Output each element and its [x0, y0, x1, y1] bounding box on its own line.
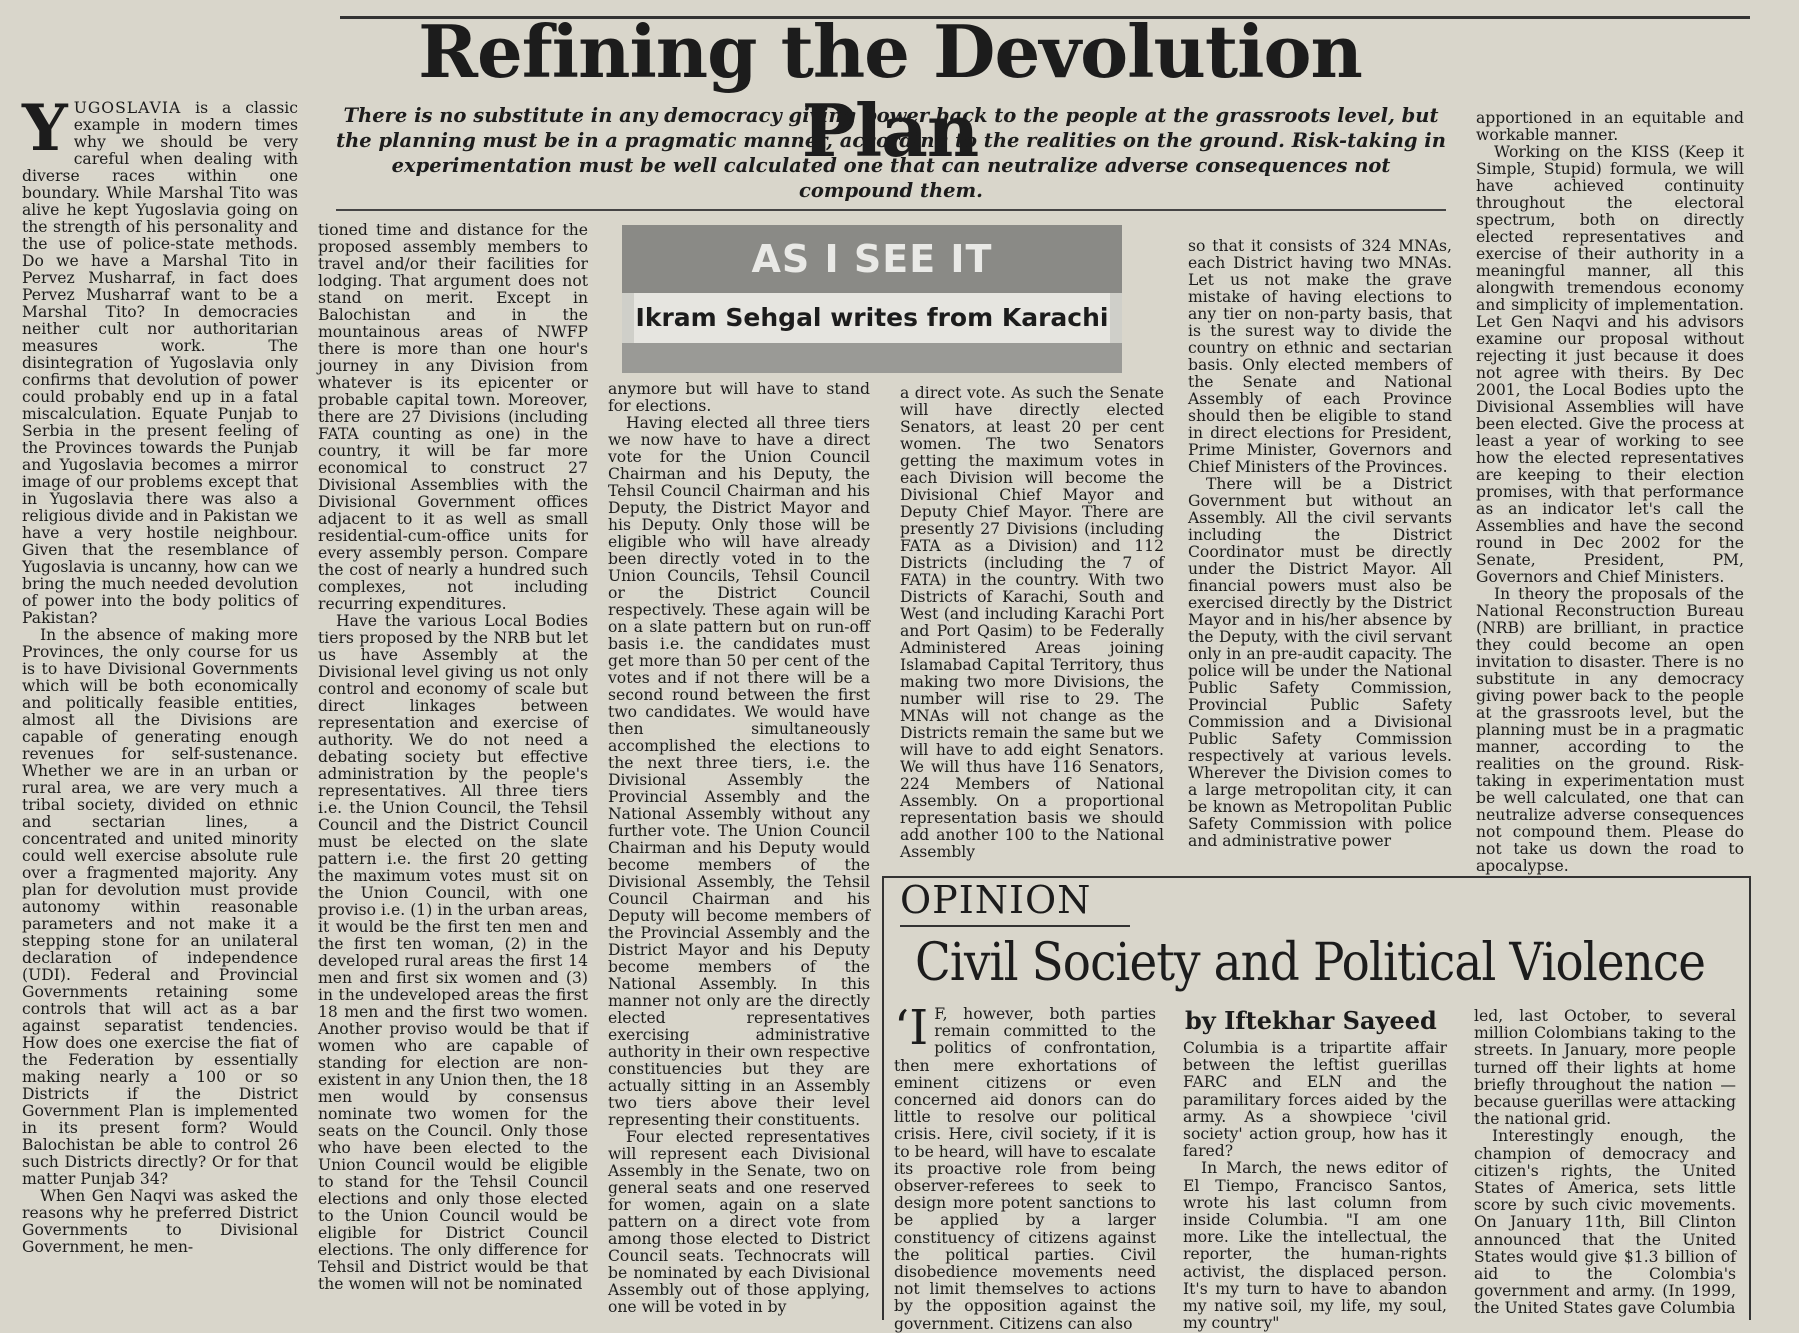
paragraph: apportioned in an equitable and workable manner. [1476, 109, 1744, 144]
article-column-4 [900, 385, 1164, 859]
opinion-label: OPINION [900, 878, 1092, 922]
opinion-rule [900, 925, 1130, 927]
article-column-2 [318, 222, 588, 1307]
opinion-column-3 [1474, 1007, 1736, 1318]
paragraph: a direct vote. As such the Senate will have directly elected Senators, at least 20 per cent women. The two Senators getting the maximum votes in each Division will become the Divisional Chief Mayor and Deputy Chief Mayor. There are presently 27 Divisions (including FATA as a Division) and 112 Districts (including the 7 of FATA) in the country. With two Districts of Karachi, South and West (and including Karachi Port and Port Qasim) to be Federally Administered Areas joining Islamabad Capital Territory, thus making two more Divisions, the number will rise to 29. The MNAs will not change as the Districts remain the same but we will have to add eight Senators. We will thus have 116 Senators, 224 Members of National Assembly. On a proportional representation basis we should add another 100 to the National Assembly [900, 384, 1164, 861]
paragraph: tioned time and distance for the proposed assembly members to travel and/or their facilities for lodging. That argument does not stand on merit. Except in Balochistan and in the mountainous areas of NWFP there is more than one hour's journey in any Division from whatever is its epicenter or probable capital town. Moreover, there are 27 Divisions (including FATA counting as one) in the country, it will be far more economical to construct 27 Divisional Assemblies with the Divisional Government offices adjacent to it as well as small residential-cum-office units for every assembly person. Compare the cost of nearly a hundred such complexes, not including recurring expenditures. [318, 221, 588, 613]
paragraph: When Gen Naqvi was asked the reasons why he preferred District Governments to Divisional Government, he men- [22, 1187, 298, 1256]
paragraph: Have the various Local Bodies tiers proposed by the NRB but let us have Assembly at the Divisional level giving us not only control and economy of scale but direct linkages between representation and exercise of authority. We do not need a debating society but effective administration by the people's representatives. All three tiers i.e. the Union Council, the Tehsil Council and the District Council must be elected on the slate pattern i.e. the first 20 getting the maximum votes must sit on the Union Council, with one proviso i.e. (1) in the urban areas, it would be the first ten men and the first ten woman, (2) in the developed rural areas the first 14 men and first six women and (3) in the undeveloped areas the first 18 men and the first two women. Another proviso would be that if women who are capable of standing for election are non-existent in any Union then, the 18 men would by consensus nominate two women for the seats on the Council. Only those who have been elected to the Union Council would be eligible to stand for the Tehsil Council elections and only those elected to the Union Council would be eligible for District Council elections. The only difference for Tehsil and District would be that the women will not be nominated [318, 612, 588, 1293]
paragraph: Working on the KISS (Keep it Simple, Stupid) formula, we will have achieved continuity throughout the electoral spectrum, both on directly elected representatives and exercise of their authority in a meaningful manner, all this alongwith tremendous economy and simplicity of implementation. Let Gen Naqvi and his advisors examine our proposal without rejecting it just because it does not agree with theirs. By Dec 2001, the Local Bodies upto the Divisional Assemblies will have been elected. Give the process at least a year of working to see how the elected representatives are keeping to their election promises, with that performance as an indicator let's call the Assemblies and have the second round in Dec 2002 for the Senate, President, PM, Governors and Chief Ministers. [1476, 143, 1744, 586]
article-column-6 [1476, 109, 1744, 875]
article-column-3 [608, 380, 870, 1316]
headline: Refining the Devolution Plan [418, 9, 1362, 174]
paragraph: Four elected representatives will represent each Divisional Assembly in the Senate, two on general seats and one reserved for women, again on a slate pattern on a direct vote from among those elected to District Council seats. Technocrats will be nominated by each Divisional Assembly out of those applying, one will be voted in by [608, 1128, 870, 1316]
article-column-1 [22, 91, 298, 1300]
opinion-byline: by Iftekhar Sayeed [1185, 1006, 1437, 1035]
lead-word: UGOSLAVIA [73, 99, 182, 117]
paragraph: Columbia is a tripartite affair between the leftist guerillas FARC and ELN and the paramilitary forces aided by the army. As a showpiece 'civil society' action group, how has it fared? [1183, 1039, 1447, 1161]
paragraph: Interestingly enough, the champion of democracy and citizen's rights, the United States of America, sets little score by such civic movements. On January 11th, Bill Clinton announced that the United States would give $1.3 billion of aid to the Colombia's government and army. (In 1999, the United States gave Columbia [1474, 1127, 1736, 1318]
paragraph: There will be a District Government but without an Assembly. All the civil servants including the District Coordinator must be directly under the District Mayor. All financial powers must also be exercised directly by the District Mayor and in his/her absence by the Deputy, with the civil servant only in an pre-audit capacity. The police will be under the National Public Safety Commission, Provincial Public Safety Commission and a Divisional Public Safety Commission respectively at various levels. Wherever the Division comes to a large metropolitan city, it can be known as Metropolitan Public Safety Commission with police and administrative power [1188, 475, 1452, 850]
opinion-column-1 [894, 1000, 1156, 1333]
column-box-footer [622, 343, 1122, 373]
paragraph: In the absence of making more Provinces, the only course for us is to have Divisional Governments which will be both economically and politically feasible entities, almost all the Divisions are capable of generating enough revenues for self-sustenance. Whether we are in an urban or rural area, we are very much a tribal society, divided on ethnic and sectarian lines, a concentrated and united minority could well exercise absolute rule over a fragmented majority. Any plan for devolution must provide autonomy within reasonable parameters and not make it a stepping stone for an unilateral declaration of independence (UDI). Federal and Provincial Governments retaining some controls that will act as a bar against separatist tendencies. How does one exercise the fiat of the Federation by essentially making nearly a 100 or so Districts if the District Government Plan is implemented in its present form? Would Balochistan be able to control 26 such Districts directly? Or for that matter Punjab 34? [22, 626, 298, 1188]
article-column-5 [1188, 238, 1452, 862]
opinion-drop-cap [894, 1000, 929, 1056]
paragraph: led, last October, to several million Colombians taking to the streets. In January, more people turned off their lights at home briefly throughout the nation — because guerillas were attacking the national grid. [1474, 1007, 1736, 1129]
paragraph: so that it consists of 324 MNAs, each District having two MNAs. Let us not make the grave mistake of having elections to any tier on non-party basis, that is the surest way to divide the country on ethnic and sectarian basis. Only elected members of the Senate and National Assembly of each Province should then be eligible to stand in direct elections for President, Prime Minister, Governors and Chief Ministers of the Provinces. [1188, 237, 1452, 476]
opinion-column-2 [1183, 1039, 1447, 1333]
column-box [622, 225, 1122, 373]
column-label: AS I SEE IT [751, 237, 993, 281]
paragraph: Having elected all three tiers we now have to have a direct vote for the Union Council Chairman and his Deputy, the Tehsil Council Chairman and his Deputy, the District Mayor and his Deputy. Only those will be eligible who will have already been directly voted in to the Union Councils, Tehsil Council or the District Council respectively. These again will be on a slate pattern but on run-off basis i.e. the candidates must get more than 50 per cent of the votes and if not there will be a second round between the first two candidates. We would have then simultaneously accomplished the elections to the next three tiers, i.e. the Divisional Assembly the Provincial Assembly and the National Assembly without any further vote. The Union Council Chairman and his Deputy would become members of the Divisional Assembly, the Tehsil Council Chairman and his Deputy will become members of the Provincial Assembly and the District Mayor and his Deputy become members of the National Assembly. In this manner not only are the directly elected representatives exercising administrative authority in their own respective constituencies but they are actually sitting in an Assembly two tiers above their level representing their constituents. [608, 414, 870, 1129]
paragraph: In March, the news editor of El Tiempo, Francisco Santos, wrote his last column from inside Columbia. "I am one more. Like the intellectual, the reporter, the human-rights activist, the displaced person. It's my turn to have to abandon my native soil, my life, my soul, my country" [1183, 1159, 1447, 1333]
column-box-header [622, 225, 1122, 293]
paragraph: In theory the proposals of the National Reconstruction Bureau (NRB) are brilliant, in practice they could become an open invitation to disaster. There is no substitute in any democracy giving power back to the people at the grassroots level, but the planning must be in a pragmatic manner, according to the realities on the ground. Risk-taking in experimentation must be well calculated, one that can neutralize adverse consequences not compound them. Please do not take us down the road to apocalypse. [1476, 585, 1744, 875]
drop-cap: Y [22, 91, 68, 166]
column-byline: Ikram Sehgal writes from Karachi [634, 293, 1110, 343]
drop-cap-letter: I [909, 1000, 929, 1056]
opening-quote: ‘ [894, 1000, 910, 1056]
paragraph: anymore but will have to stand for elections. [608, 380, 870, 415]
deck: There is no substitute in any democracy giving power back to the people at the grassroots level, but the planning must be in a pragmatic manner, according to the realities on the ground. Risk-taking in experimentation must be well calculated one that can neutralize adverse consequences not compound them. [336, 103, 1446, 211]
paragraph: is a classic example in modern times why we should be very careful when dealing with diverse races within one boundary. While Marshal Tito was alive he kept Yugoslavia going on the strength of his personality and the use of police-state methods. Do we have a Marshal Tito in Pervez Musharraf, in fact does Pervez Musharraf want to be a Marshal Tito? In democracies neither cult nor authoritarian measures work. The disintegration of Yugoslavia only confirms that devolution of power could probably end up in a fatal miscalculation. Equate Punjab to Serbia in the present feeling of the Provinces towards the Punjab and Yugoslavia becomes a mirror image of our problems except that in Yugoslavia there was also a religious divide and in Pakistan we have a very hostile neighbour. Given that the resemblance of Yugoslavia is uncanny, how can we bring the much needed devolution of power into the body politics of Pakistan? [22, 99, 298, 627]
paragraph: F, however, both parties remain committed to the politics of confrontation, then mere exhortations of eminent citizens or even concerned aid donors can do little to resolve our political crisis. Here, civil society, if it is to be heard, will have to escalate its proactive role from being observer-referees to seek to design more potent sanctions to be applied by a larger constituency of citizens against the political parties. Civil disobedience movements need not limit themselves to actions by the opposition against the government. Citizens can also [894, 1005, 1156, 1333]
opinion-title: Civil Society and Political Violence [915, 933, 1706, 993]
